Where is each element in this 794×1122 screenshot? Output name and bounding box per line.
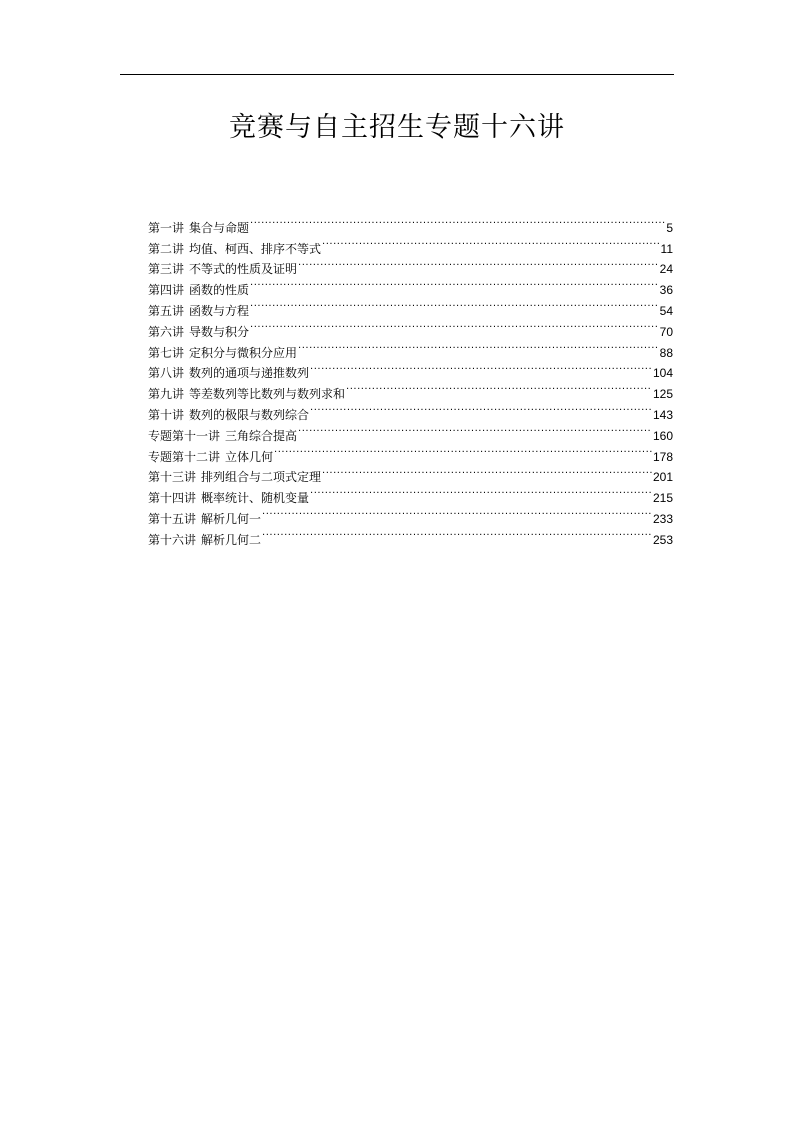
toc-topic: 不等式的性质及证明 (189, 262, 298, 277)
toc-page-number: 215 (652, 491, 673, 506)
toc-topic: 函数的性质 (189, 283, 250, 298)
toc-topic: 等差数列等比数列与数列求和 (189, 387, 346, 402)
toc-leader-dots (310, 357, 652, 378)
toc-lecture-label: 第十四讲 (148, 491, 197, 506)
toc-lecture-label: 第十五讲 (148, 511, 197, 526)
toc-entry[interactable] (148, 211, 673, 235)
toc-entry-title (148, 530, 261, 551)
document-title: 竞赛与自主招生专题十六讲 (229, 112, 565, 143)
toc-topic: 立体几何 (225, 449, 274, 464)
toc-topic: 解析几何一 (201, 511, 262, 526)
toc-page-number: 24 (659, 262, 673, 277)
toc-leader-dots (322, 461, 652, 482)
toc-topic: 数列的极限与数列综合 (189, 407, 310, 422)
toc-page-number: 5 (666, 220, 673, 235)
toc-lecture-label: 第九讲 (148, 387, 185, 402)
toc-leader-dots (346, 377, 652, 398)
toc-entry-title (148, 467, 321, 488)
toc-topic: 导数与积分 (189, 324, 250, 339)
toc-entry-title (148, 405, 309, 426)
toc-topic: 函数与方程 (189, 303, 250, 318)
toc-leader-dots (298, 336, 659, 357)
toc-entry-title (148, 322, 249, 343)
toc-entry-title (148, 280, 249, 301)
toc-lecture-label: 第六讲 (148, 324, 185, 339)
toc-leader-dots (322, 232, 660, 253)
toc-leader-dots (250, 294, 659, 315)
toc-entry-title (148, 218, 249, 239)
toc-lecture-label: 第十六讲 (148, 532, 197, 547)
toc-leader-dots (298, 253, 659, 274)
toc-page-number: 125 (652, 387, 673, 402)
toc-lecture-label: 第十讲 (148, 407, 185, 422)
toc-entry-title (148, 447, 273, 468)
toc-page-number: 11 (660, 241, 673, 256)
toc-lecture-label: 第一讲 (148, 220, 185, 235)
toc-leader-dots (298, 419, 652, 440)
toc-entry-title (148, 363, 309, 384)
toc-leader-dots (250, 315, 659, 336)
toc-page-number: 160 (652, 428, 673, 443)
toc-leader-dots (250, 211, 665, 232)
toc-topic: 集合与命题 (189, 220, 250, 235)
table-of-contents (148, 211, 673, 547)
toc-topic: 概率统计、随机变量 (201, 491, 310, 506)
toc-page-number: 88 (659, 345, 673, 360)
toc-topic: 三角综合提高 (225, 428, 298, 443)
toc-leader-dots (310, 481, 652, 502)
toc-lecture-label: 第十三讲 (148, 470, 197, 485)
toc-page-number: 201 (652, 470, 673, 485)
toc-entry-title (148, 343, 297, 364)
toc-entry-title (148, 301, 249, 322)
toc-page-number: 143 (652, 407, 673, 422)
toc-topic: 解析几何二 (201, 532, 262, 547)
toc-topic: 均值、柯西、排序不等式 (189, 241, 322, 256)
toc-page-number: 178 (652, 449, 673, 464)
toc-page-number: 36 (659, 283, 673, 298)
toc-topic: 排列组合与二项式定理 (201, 470, 322, 485)
toc-page-number: 104 (652, 366, 673, 381)
toc-leader-dots (310, 398, 652, 419)
toc-leader-dots (274, 440, 652, 461)
toc-leader-dots (262, 502, 652, 523)
toc-leader-dots (262, 523, 652, 544)
header-rule (120, 74, 674, 75)
toc-topic: 定积分与微积分应用 (189, 345, 298, 360)
toc-topic: 数列的通项与递推数列 (189, 366, 310, 381)
toc-lecture-label: 第八讲 (148, 366, 185, 381)
toc-lecture-label: 第四讲 (148, 283, 185, 298)
toc-page-number: 233 (652, 511, 673, 526)
toc-entry-title (148, 509, 261, 530)
toc-lecture-label: 第三讲 (148, 262, 185, 277)
toc-lecture-label: 专题第十一讲 (148, 428, 221, 443)
toc-leader-dots (250, 273, 659, 294)
toc-lecture-label: 第七讲 (148, 345, 185, 360)
toc-lecture-label: 第二讲 (148, 241, 185, 256)
toc-lecture-label: 第五讲 (148, 303, 185, 318)
toc-page-number: 54 (659, 303, 673, 318)
toc-lecture-label: 专题第十二讲 (148, 449, 221, 464)
toc-page-number: 70 (659, 324, 673, 339)
toc-entry-title (148, 239, 321, 260)
toc-page-number: 253 (652, 532, 673, 547)
